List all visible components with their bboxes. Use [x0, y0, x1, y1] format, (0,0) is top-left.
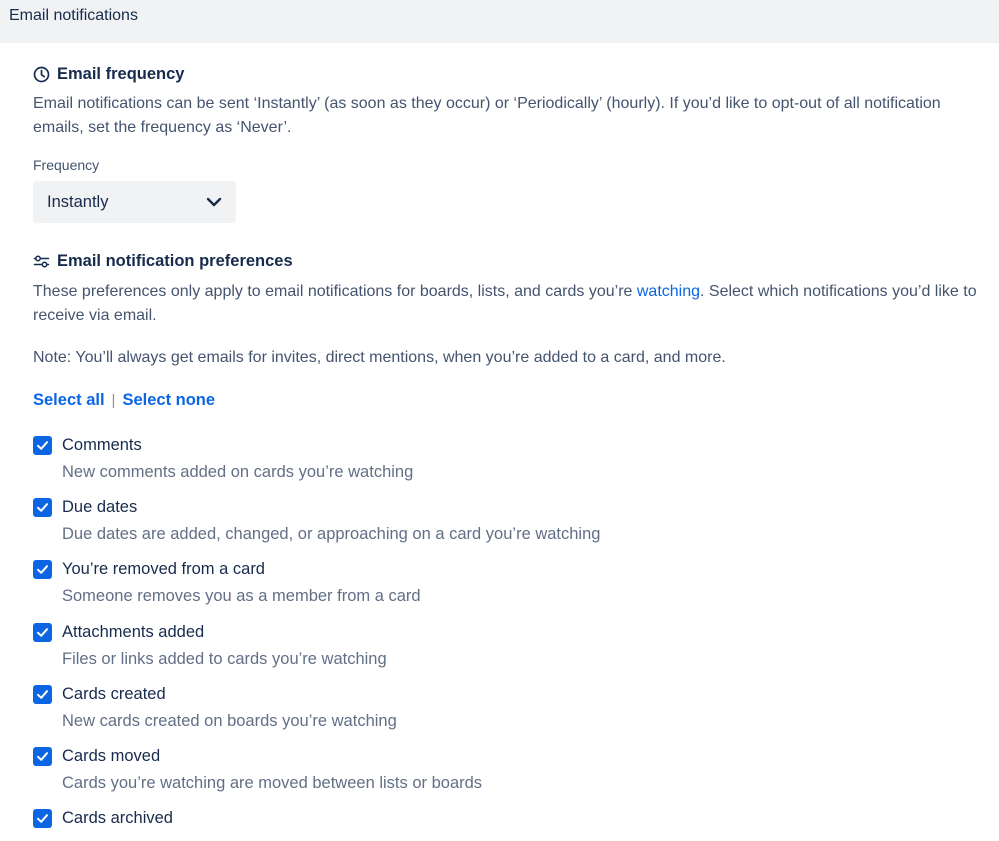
pref-label[interactable]: Cards moved	[62, 746, 161, 765]
pref-label[interactable]: Attachments added	[62, 622, 205, 641]
pref-description: Cards you’re watching are moved between lists or boards	[62, 774, 483, 792]
preferences-note: Note: You’ll always get emails for invites, direct mentions, when you’re added to a card, and more.	[33, 349, 726, 366]
preferences-description-after: . Select which notifications you’d like to receive via email.	[33, 283, 977, 324]
email-frequency-description: Email notifications can be sent ‘Instantly’ (as soon as they occur) or ‘Periodically’ (hourly). If you’d like to opt-out of all notification emails, set the frequency as ‘Never’.	[33, 95, 941, 136]
pref-description: Files or links added to cards you’re watching	[62, 650, 387, 668]
pref-item-removed-from-card	[33, 559, 933, 606]
email-preferences-description	[33, 280, 978, 328]
email-frequency-heading	[33, 65, 184, 84]
checkbox-attachments-added[interactable]	[33, 623, 52, 642]
checkbox-cards-created[interactable]	[33, 685, 52, 704]
select-links-separator: |	[111, 392, 116, 409]
preferences-description-before: These preferences only apply to email notifications for boards, lists, and cards you’re	[33, 283, 637, 300]
email-preferences-heading	[33, 252, 293, 271]
email-preferences-title: Email notification preferences	[57, 252, 293, 270]
page-header	[0, 0, 999, 43]
email-frequency-title: Email frequency	[57, 65, 185, 83]
pref-label[interactable]: Comments	[62, 435, 142, 454]
chevron-down-icon	[206, 195, 222, 209]
pref-item-cards-moved	[33, 746, 933, 793]
checkbox-cards-moved[interactable]	[33, 747, 52, 766]
pref-description: New cards created on boards you’re watching	[62, 712, 397, 730]
frequency-selected-value: Instantly	[47, 192, 109, 211]
pref-item-attachments-added	[33, 622, 933, 669]
checkbox-cards-archived[interactable]	[33, 809, 52, 828]
pref-description: New comments added on cards you’re watching	[62, 463, 414, 481]
clock-icon	[33, 66, 50, 83]
sliders-icon	[33, 253, 50, 270]
select-all-link[interactable]: Select all	[33, 391, 105, 409]
pref-label[interactable]: Cards archived	[62, 808, 173, 827]
page-title: Email notifications	[9, 6, 138, 24]
select-links	[33, 391, 215, 410]
checkbox-removed-from-card[interactable]	[33, 560, 52, 579]
watching-link[interactable]: watching	[636, 283, 701, 300]
pref-item-due-dates	[33, 497, 933, 544]
pref-label[interactable]: Cards created	[62, 684, 166, 703]
pref-item-comments	[33, 435, 933, 482]
checkbox-comments[interactable]	[33, 436, 52, 455]
frequency-select[interactable]	[33, 181, 236, 223]
pref-label[interactable]: You’re removed from a card	[62, 559, 265, 578]
pref-label[interactable]: Due dates	[62, 497, 138, 516]
select-none-link[interactable]: Select none	[122, 391, 216, 409]
frequency-label: Frequency	[33, 157, 100, 173]
pref-item-cards-archived	[33, 808, 933, 828]
pref-item-cards-created	[33, 684, 933, 731]
pref-description: Due dates are added, changed, or approaching on a card you’re watching	[62, 525, 601, 543]
pref-description: Someone removes you as a member from a card	[62, 587, 421, 605]
checkbox-due-dates[interactable]	[33, 498, 52, 517]
